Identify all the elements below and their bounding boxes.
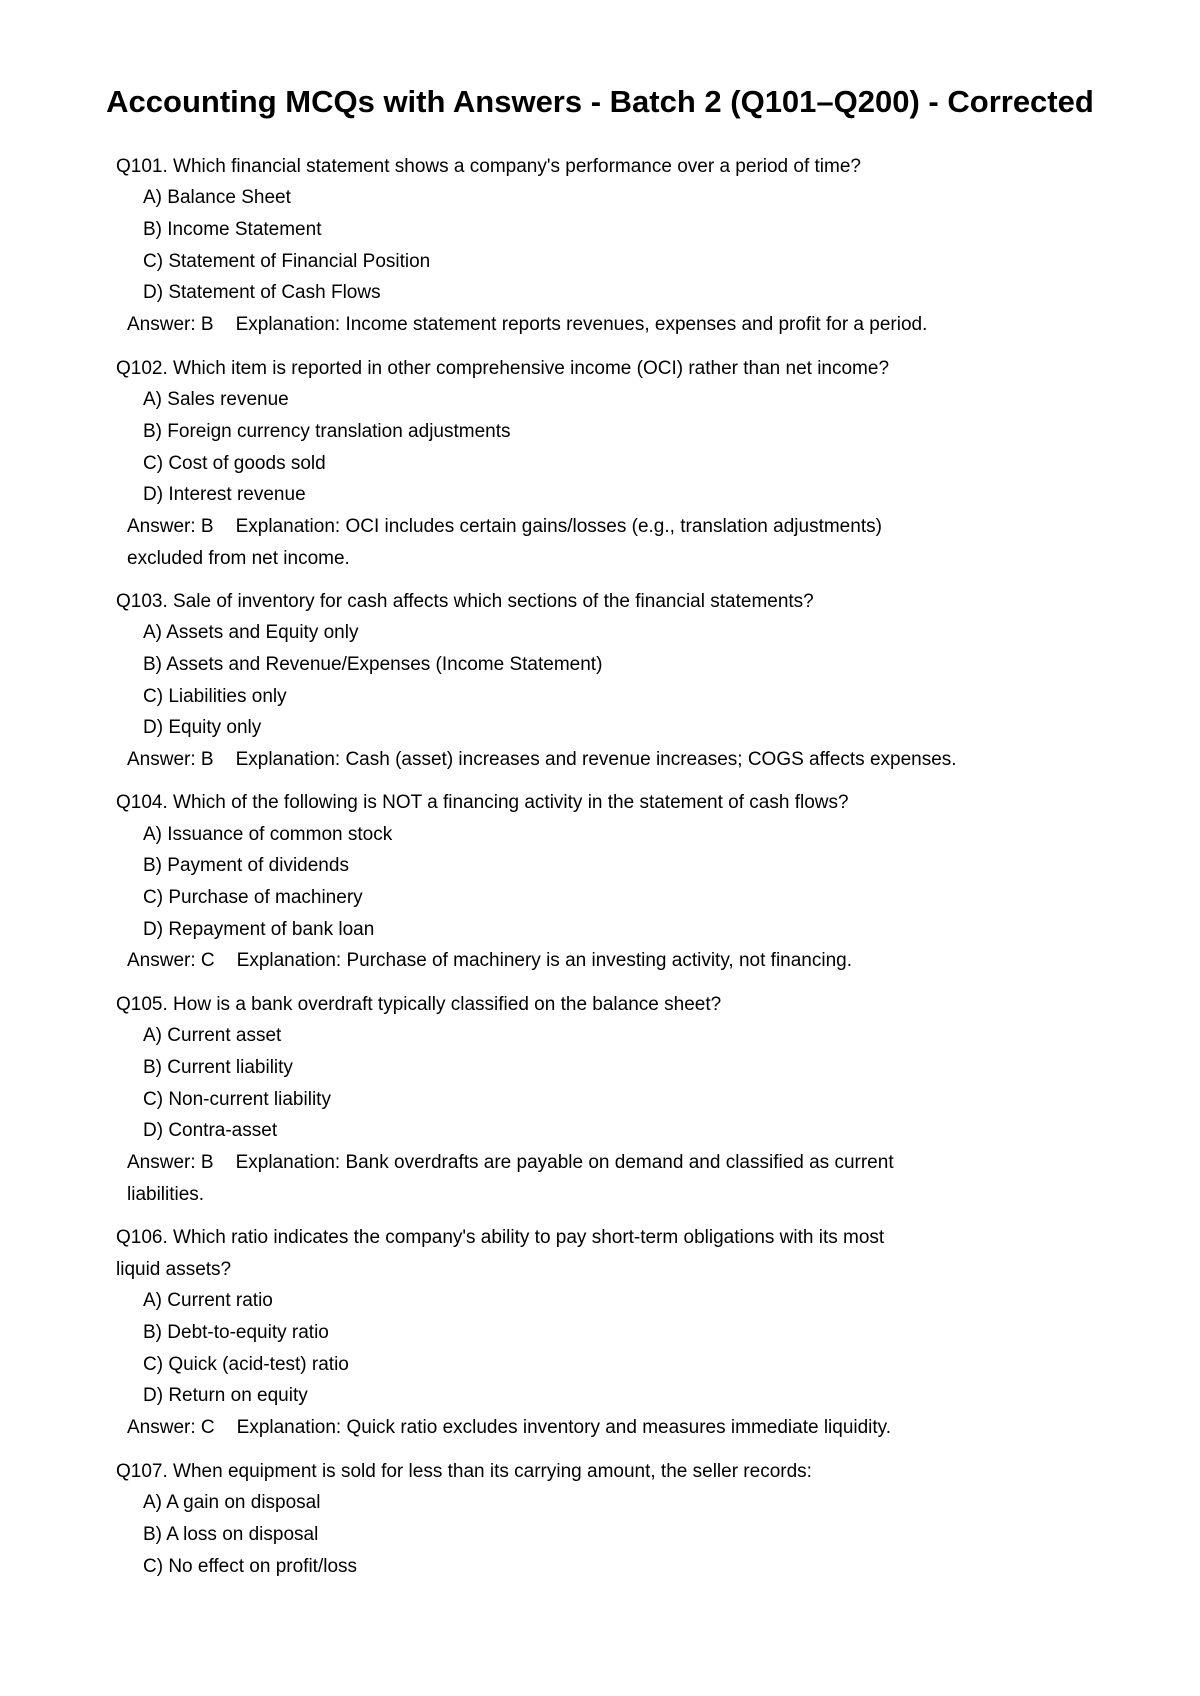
answer-option: A) Issuance of common stock xyxy=(143,824,393,845)
answer-option: D) Repayment of bank loan xyxy=(143,919,375,940)
answer-option: C) Purchase of machinery xyxy=(143,887,363,908)
answer-option: B) Income Statement xyxy=(143,219,322,240)
answer-explanation-continued: excluded from net income. xyxy=(127,548,350,569)
answer-option: B) A loss on disposal xyxy=(143,1524,319,1545)
answer-option: A) Current asset xyxy=(143,1025,282,1046)
answer-line xyxy=(127,949,852,973)
answer-option: D) Return on equity xyxy=(143,1385,308,1406)
answer-option: C) Quick (acid-test) ratio xyxy=(143,1354,349,1375)
answer-line xyxy=(127,1151,894,1175)
question-text: Q103. Sale of inventory for cash affects which sections of the financial statements? xyxy=(116,591,814,612)
answer-option: C) Non-current liability xyxy=(143,1089,331,1110)
answer-option: B) Debt-to-equity ratio xyxy=(143,1322,329,1343)
answer-option: B) Payment of dividends xyxy=(143,855,349,876)
answer-line xyxy=(127,1416,891,1440)
answer-option: C) Cost of goods sold xyxy=(143,453,326,474)
answer-key: Answer: C xyxy=(127,950,215,971)
answer-option: A) Current ratio xyxy=(143,1290,273,1311)
answer-explanation: Explanation: OCI includes certain gains/losses (e.g., translation adjustments) xyxy=(235,516,882,537)
answer-option: C) Liabilities only xyxy=(143,686,287,707)
question-text: Q106. Which ratio indicates the company's ability to pay short-term obligations with its most xyxy=(116,1227,885,1248)
answer-option: D) Contra-asset xyxy=(143,1120,278,1141)
question-text: Q105. How is a bank overdraft typically classified on the balance sheet? xyxy=(116,994,722,1015)
answer-key: Answer: C xyxy=(127,1417,215,1438)
answer-key: Answer: B xyxy=(127,314,214,335)
answer-option: B) Current liability xyxy=(143,1057,293,1078)
answer-explanation-continued: liabilities. xyxy=(127,1184,205,1205)
answer-option: A) Balance Sheet xyxy=(143,187,291,208)
answer-option: C) No effect on profit/loss xyxy=(143,1556,358,1577)
answer-explanation: Explanation: Bank overdrafts are payable on demand and classified as current xyxy=(235,1152,894,1173)
question-text: Q104. Which of the following is NOT a financing activity in the statement of cash flows? xyxy=(116,792,849,813)
answer-option: A) A gain on disposal xyxy=(143,1492,321,1513)
answer-key: Answer: B xyxy=(127,516,214,537)
document-title: Accounting MCQs with Answers - Batch 2 (Q101–Q200) - Corrected xyxy=(106,84,1094,119)
answer-key: Answer: B xyxy=(127,749,214,770)
question-text: Q107. When equipment is sold for less than its carrying amount, the seller records: xyxy=(116,1461,812,1482)
answer-option: D) Interest revenue xyxy=(143,484,306,505)
answer-explanation: Explanation: Cash (asset) increases and revenue increases; COGS affects expenses. xyxy=(235,749,957,770)
answer-option: B) Assets and Revenue/Expenses (Income Statement) xyxy=(143,654,603,675)
answer-option: A) Sales revenue xyxy=(143,389,289,410)
question-text: Q101. Which financial statement shows a company's performance over a period of time? xyxy=(116,156,861,177)
answer-option: D) Statement of Cash Flows xyxy=(143,282,381,303)
answer-option: C) Statement of Financial Position xyxy=(143,251,431,272)
answer-explanation: Explanation: Quick ratio excludes inventory and measures immediate liquidity. xyxy=(236,1417,892,1438)
answer-explanation: Explanation: Income statement reports revenues, expenses and profit for a period. xyxy=(235,314,928,335)
answer-line xyxy=(127,515,882,539)
answer-option: D) Equity only xyxy=(143,717,262,738)
answer-line xyxy=(127,313,927,337)
answer-line xyxy=(127,748,957,772)
question-text-continued: liquid assets? xyxy=(116,1259,232,1280)
answer-option: A) Assets and Equity only xyxy=(143,622,359,643)
answer-explanation: Explanation: Purchase of machinery is an investing activity, not financing. xyxy=(236,950,853,971)
answer-option: B) Foreign currency translation adjustments xyxy=(143,421,511,442)
answer-key: Answer: B xyxy=(127,1152,214,1173)
question-text: Q102. Which item is reported in other comprehensive income (OCI) rather than net income? xyxy=(116,358,890,379)
